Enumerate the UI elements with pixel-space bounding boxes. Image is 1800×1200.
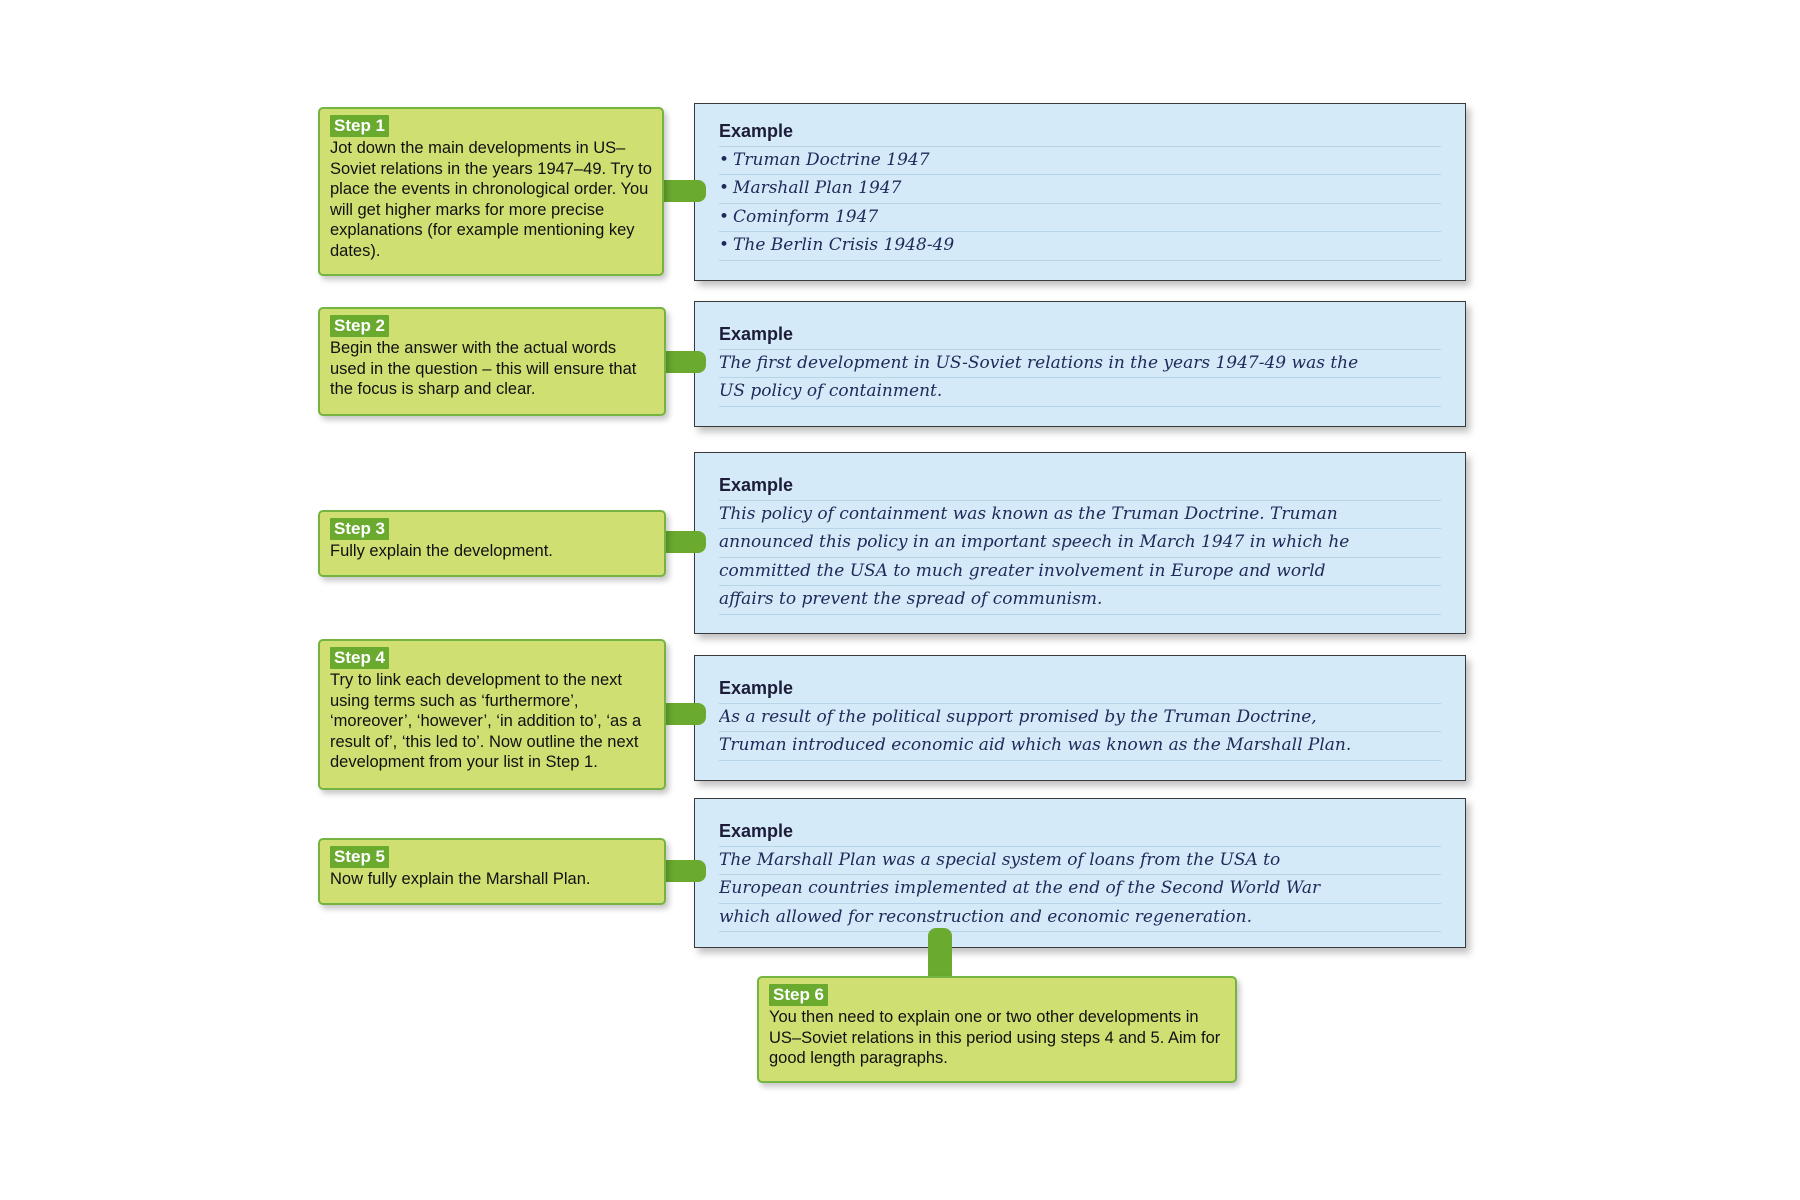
step-box-5 xyxy=(318,838,666,905)
example-title: Example xyxy=(719,321,1441,350)
example-line: which allowed for reconstruction and economic regeneration. xyxy=(719,904,1441,933)
bullet-icon: • xyxy=(719,235,730,255)
example-line: The first development in US-Soviet relations in the years 1947-49 was the xyxy=(719,350,1441,379)
step-text: Begin the answer with the actual words used in the question – this will ensure that the focus is sharp and clear. xyxy=(330,339,637,399)
example-box-3 xyxy=(694,452,1466,634)
bullet-icon: • xyxy=(719,206,730,227)
step-label: Step 5 xyxy=(330,846,389,868)
example-line: As a result of the political support promised by the Truman Doctrine, xyxy=(719,704,1441,733)
connector-step-4 xyxy=(662,703,706,725)
step-text: Fully explain the development. xyxy=(330,542,553,560)
example-box-5 xyxy=(694,798,1466,948)
example-line: European countries implemented at the end of the Second World War xyxy=(719,875,1441,904)
bullet-icon: • xyxy=(719,178,730,198)
example-title: Example xyxy=(719,818,1441,847)
step-box-3 xyxy=(318,510,666,577)
step-label: Step 2 xyxy=(330,315,389,337)
example-title: Example xyxy=(719,118,1441,147)
step-text: Now fully explain the Marshall Plan. xyxy=(330,870,591,888)
example-box-2 xyxy=(694,301,1466,427)
step-box-6 xyxy=(757,976,1237,1083)
example-title: Example xyxy=(719,472,1441,501)
example-line: This policy of containment was known as the Truman Doctrine. Truman xyxy=(719,501,1441,530)
example-line: Truman introduced economic aid which was known as the Marshall Plan. xyxy=(719,732,1441,761)
example-line: committed the USA to much greater involvement in Europe and world xyxy=(719,558,1441,587)
bullet-icon: • xyxy=(719,149,730,170)
example-line: • The Berlin Crisis 1948-49 xyxy=(719,232,1441,261)
step-text: Jot down the main developments in US–Soviet relations in the years 1947–49. Try to place the events in chronological order. You will get higher marks for more precise explanations (for example mentioning key dates). xyxy=(330,139,652,260)
step-box-1 xyxy=(318,107,664,276)
step-label: Step 4 xyxy=(330,647,389,669)
connector-step-1 xyxy=(660,180,706,202)
connector-step-6 xyxy=(928,928,952,980)
example-line: • Cominform 1947 xyxy=(719,204,1441,233)
step-text: You then need to explain one or two other developments in US–Soviet relations in this period using steps 4 and 5. Aim for good length paragraphs. xyxy=(769,1008,1221,1068)
example-line: US policy of containment. xyxy=(719,378,1441,407)
connector-step-2 xyxy=(662,351,706,373)
connector-step-5 xyxy=(662,860,706,882)
step-label: Step 1 xyxy=(330,115,389,137)
step-box-4 xyxy=(318,639,666,790)
step-label: Step 6 xyxy=(769,984,828,1006)
step-text: Try to link each development to the next using terms such as ‘furthermore’, ‘moreover’, ‘however’, ‘in addition to’, ‘as a result of’, ‘this led to’. Now outline the next development from your list in Step 1. xyxy=(330,671,642,772)
example-title: Example xyxy=(719,675,1441,704)
example-line: The Marshall Plan was a special system of loans from the USA to xyxy=(719,847,1441,876)
example-box-4 xyxy=(694,655,1466,781)
step-box-2 xyxy=(318,307,666,416)
example-line: affairs to prevent the spread of communism. xyxy=(719,586,1441,615)
example-line: • Truman Doctrine 1947 xyxy=(719,147,1441,176)
connector-step-3 xyxy=(662,531,706,553)
example-line: • Marshall Plan 1947 xyxy=(719,175,1441,204)
step-label: Step 3 xyxy=(330,518,389,540)
example-line: announced this policy in an important speech in March 1947 in which he xyxy=(719,529,1441,558)
example-box-1 xyxy=(694,103,1466,281)
